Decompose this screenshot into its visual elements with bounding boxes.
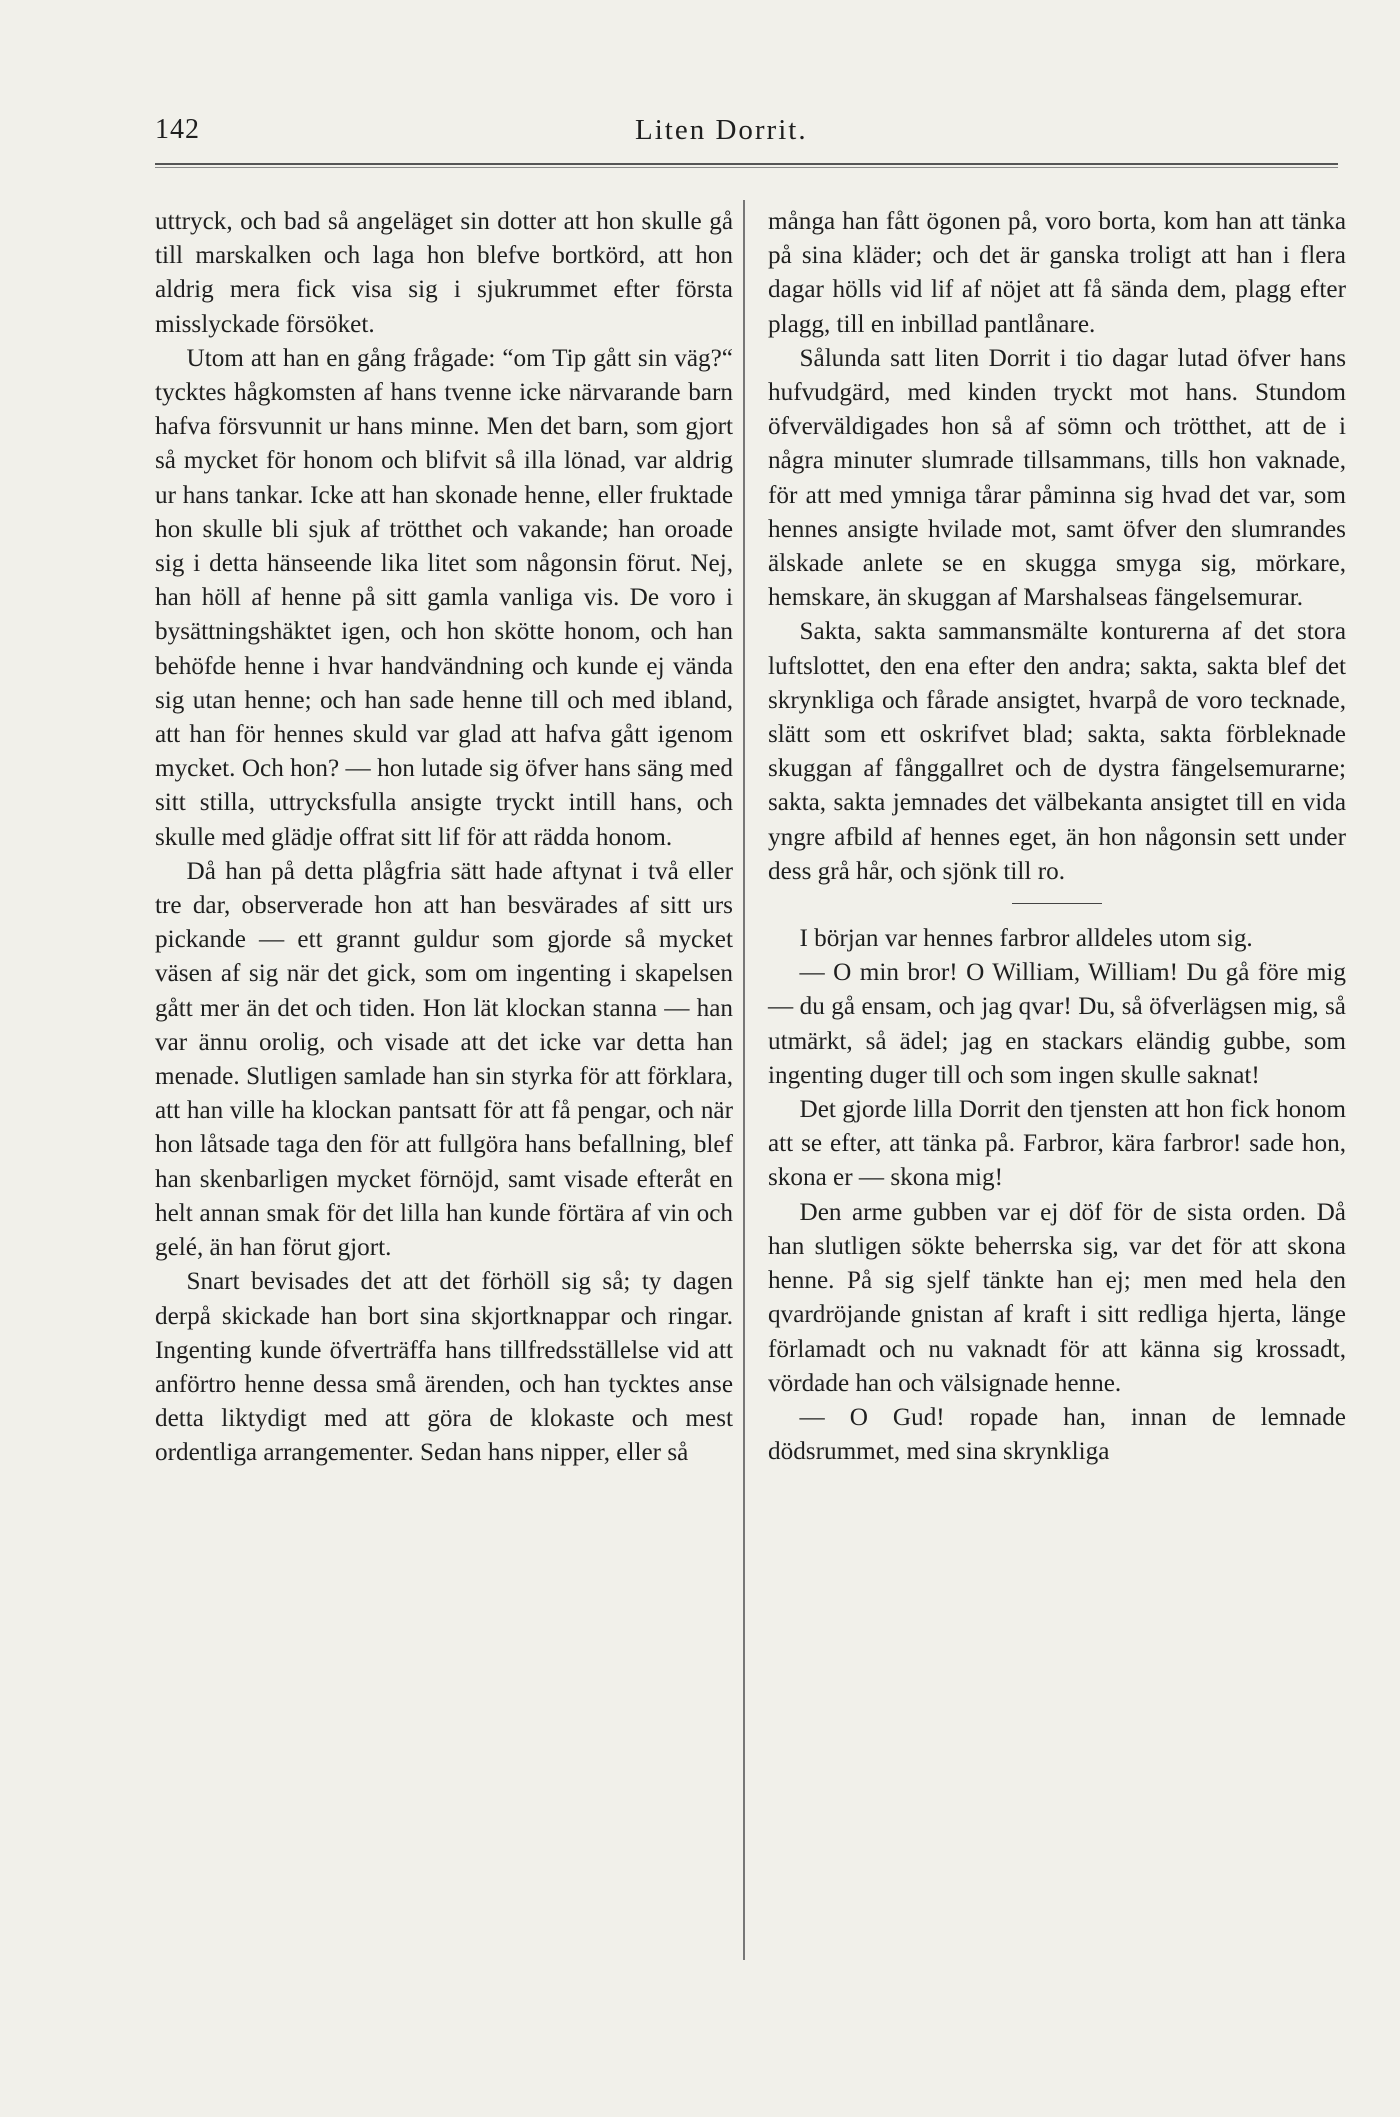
header-rule <box>155 163 1338 168</box>
page-number: 142 <box>155 114 200 145</box>
paragraph: uttryck, och bad så angeläget sin dotter att hon skulle gå till marskalken och laga hon blefve bortkörd, att hon aldrig mera fick visa sig i sjukrummet efter första misslyckade försöket. <box>155 208 733 338</box>
page-header <box>155 114 1338 158</box>
paragraph: — O min bror! O William, William! Du gå före mig — du gå ensam, och jag qvar! Du, så öfverlägsen mig, så utmärkt, så ädel; jag en stackars eländig gubbe, som ingenting duger till och som ingen skulle saknat! <box>768 959 1346 1089</box>
paragraph: Det gjorde lilla Dorrit den tjensten att hon fick honom att se efter, att tänka på. Farbror, kära farbror! sade hon, skona er — skona mig! <box>768 1096 1346 1192</box>
paragraph: många han fått ögonen på, voro borta, kom han att tänka på sina kläder; och det är ganska troligt att han i flera dagar hölls vid lif af nöjet att få sända dem, plagg efter plagg, till en inbillad pantlånare. <box>768 208 1346 338</box>
section-separator-rule <box>1012 903 1102 904</box>
paragraph: I början var hennes farbror alldeles utom sig. <box>799 925 1253 953</box>
column-divider <box>743 200 745 1960</box>
running-title: Liten Dorrit. <box>635 114 808 146</box>
paragraph: Den arme gubben var ej döf för de sista orden. Då han slutligen sökte beherrska sig, var det för att skona henne. På sig sjelf tänkte han ej; men med hela den qvardröjande gnistan af kraft i sitt redliga hjerta, länge förlamadt och nu vaknadt för att känna sig krossadt, vördade han och välsignade henne. <box>768 1198 1346 1397</box>
left-column <box>155 205 733 1471</box>
paragraph: Snart bevisades det att det förhöll sig så; ty dagen derpå skickade han bort sina skjortknappar och ringar. Ingenting kunde öfverträffa hans tillfredsställelse vid att anförtro henne dessa små ärenden, och han tycktes anse detta liktydigt med att göra de klokaste och mest ordentliga arrangementer. Sedan hans nipper, eller så <box>155 1268 733 1467</box>
paragraph: — O Gud! ropade han, innan de lemnade dödsrummet, med sina skrynkliga <box>768 1403 1346 1466</box>
paragraph: Sålunda satt liten Dorrit i tio dagar lutad öfver hans hufvudgärd, med kinden tryckt mot hans. Stundom öfverväldigades hon så af sömn och trötthet, att de i några minuter slumrade tillsammans, tills hon vaknade, för att med ymniga tårar påminna sig hvad det var, som hennes ansigte hvilade mot, samt öfver den slumrandes älskade anlete se en skugga smyga sig, mörkare, hemskare, än skuggan af Marshalseas fängelsemurar. <box>768 344 1346 612</box>
paragraph: Då han på detta plågfria sätt hade aftynat i två eller tre dar, observerade hon att han besvärades af sitt urs pickande — ett grannt guldur som gjorde så mycket väsen af sig när det gick, som om ingenting i skapelsen gått mer än det och tiden. Hon lät klockan stanna — han var ännu orolig, och visade att det icke var detta han menade. Slutligen samlade han sin styrka för att förklara, att han ville ha klockan pantsatt för att få pengar, och när hon låtsade taga den för att fullgöra hans befallning, blef han skenbarligen mycket förnöjd, samt visade efteråt en helt annan smak för det lilla han kunde förtära af vin och gelé, än han förut gjort. <box>155 857 733 1262</box>
paragraph: Sakta, sakta sammansmälte konturerna af det stora luftslottet, den ena efter den andra; sakta, sakta blef det skrynkliga och fårade ansigtet, hvarpå de voro tecknade, slätt som ett oskrifvet blad; sakta, sakta förbleknade skuggan af fånggallret och de dystra fängelsemurarne; sakta, sakta jemnades det välbekanta ansigtet till en vida yngre afbild af hennes eget, än hon någonsin sett under dess grå hår, och sjönk till ro. <box>768 618 1346 885</box>
paragraph: Utom att han en gång frågade: “om Tip gått sin väg?“ tycktes hågkomsten af hans tvenne icke närvarande barn hafva försvunnit ur hans minne. Men det barn, som gjort så mycket för honom och blifvit så illa lönad, var aldrig ur hans tankar. Icke att han skonade henne, eller fruktade hon skulle bli sjuk af trötthet och vakande; han oroade sig i detta hänseende lika litet som någonsin förut. Nej, han höll af henne på sitt gamla vanliga vis. De voro i bysättningshäktet igen, och hon skötte honom, och han behöfde henne i hvar handvändning och kunde ej vända sig utan henne; och han sade henne till och med ibland, att han för hennes skuld var glad att hafva gått igenom mycket. Och hon? — hon lutade sig öfver hans säng med sitt stilla, uttrycksfulla ansigte tryckt intill hans, och skulle med glädje offrat sitt lif för att rädda honom. <box>155 344 733 851</box>
right-column <box>768 205 1346 1469</box>
